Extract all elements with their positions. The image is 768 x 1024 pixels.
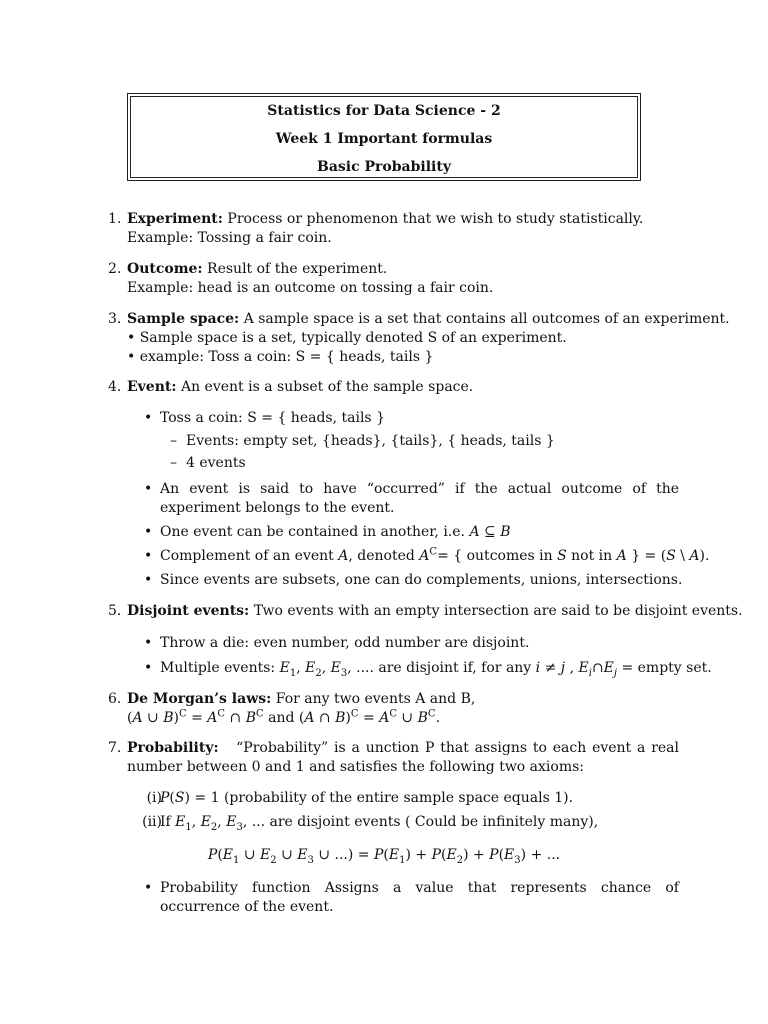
item-term: Event: bbox=[127, 379, 177, 395]
de-morgan-formula: (A ∪ $B)^C = A^C$ ∩ $B^C$ and (A ∩ $B)^C = A^C$ ∪ $B^C$. bbox=[127, 708, 441, 726]
item-term: Sample space: bbox=[127, 311, 240, 327]
item-term: Probability: bbox=[127, 740, 219, 756]
item-term: Outcome: bbox=[127, 261, 203, 277]
item-number: 7. bbox=[108, 740, 122, 756]
title-inner bbox=[130, 96, 638, 178]
item-definition: Result of the experiment. bbox=[207, 261, 388, 277]
item-term: Disjoint events: bbox=[127, 603, 250, 619]
week-title: Week 1 Important formulas bbox=[275, 131, 493, 147]
item-definition: For any two events A and B, bbox=[275, 691, 476, 707]
item-term: De Morgan’s laws: bbox=[127, 691, 272, 707]
title-box bbox=[127, 93, 641, 181]
item-number: 4. bbox=[108, 379, 122, 395]
topic-title: Basic Probability bbox=[317, 159, 451, 175]
item-number: 6. bbox=[108, 691, 122, 707]
item-term: Experiment: bbox=[127, 211, 223, 227]
item-definition: “Probability” is a unction P that assigns to each event a real number between 0 and 1 and satisfies the following two axioms: bbox=[127, 740, 679, 775]
item-note: • Sample space is a set, typically denoted S of an experiment. bbox=[127, 330, 567, 346]
item-number: 1. bbox=[108, 211, 122, 227]
item-definition: A sample space is a set that contains all outcomes of an experiment. bbox=[243, 311, 730, 327]
additivity-formula: $P(E_1$ ∪ $E_2$ ∪ $E_3$ ∪ ...) = $P(E_1) + P(E_2) + P(E_3)$ + ... bbox=[207, 847, 561, 866]
item-example: Example: head is an outcome on tossing a fair coin. bbox=[127, 280, 494, 296]
item-number: 2. bbox=[108, 261, 122, 277]
item-definition: An event is a subset of the sample space. bbox=[180, 379, 474, 395]
item-number: 3. bbox=[108, 311, 122, 327]
item-number: 5. bbox=[108, 603, 122, 619]
item-definition: Two events with an empty intersection are said to be disjoint events. bbox=[253, 603, 743, 619]
item-definition: Process or phenomenon that we wish to study statistically. bbox=[227, 211, 644, 227]
course-title: Statistics for Data Science - 2 bbox=[267, 103, 501, 119]
item-example: • example: Toss a coin: S = { heads, tails } bbox=[127, 349, 434, 365]
item-example: Example: Tossing a fair coin. bbox=[127, 230, 332, 246]
